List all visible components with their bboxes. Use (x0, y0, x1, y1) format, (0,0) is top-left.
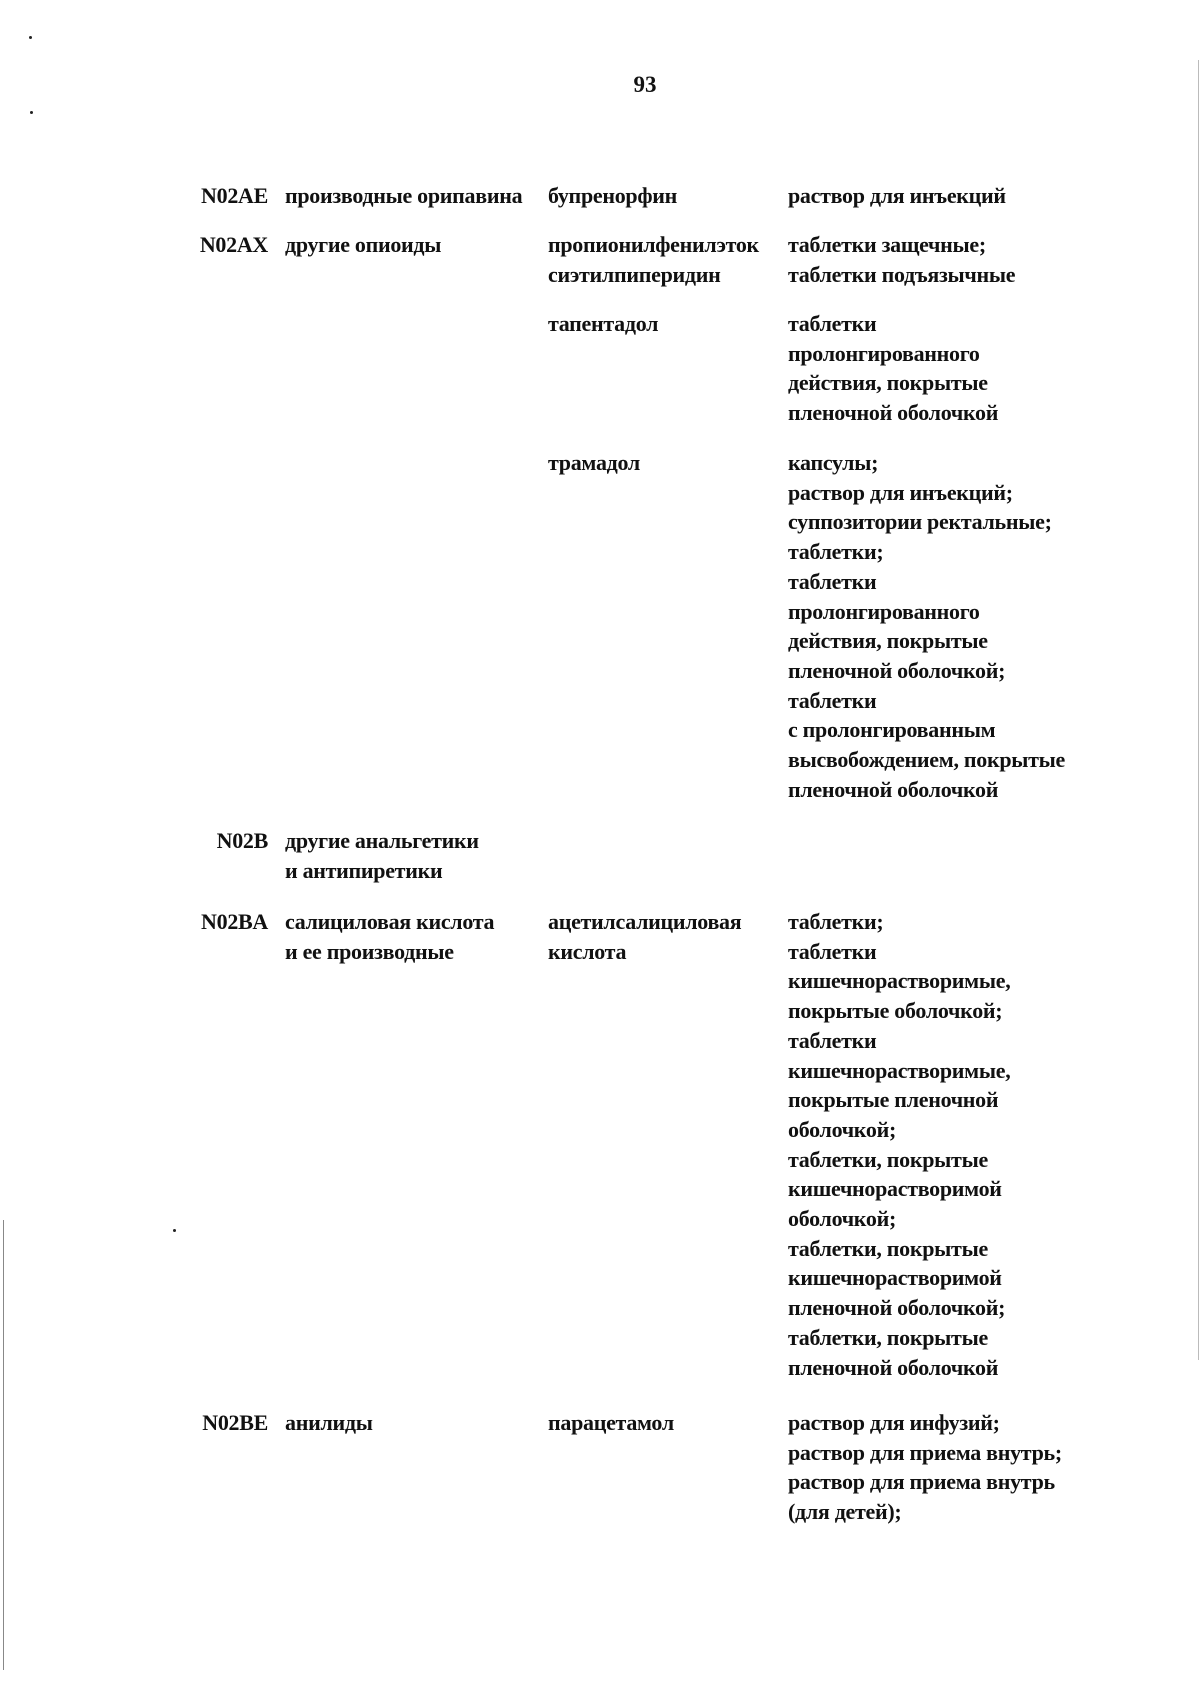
atc-group (285, 826, 479, 885)
text-line: кишечнорастворимой (788, 1176, 1002, 1202)
text-line: пропионилфенилэток (548, 232, 759, 257)
text-line: тапентадол (548, 311, 659, 336)
text-line: (для детей); (788, 1499, 902, 1525)
text-line: таблетки (788, 568, 877, 594)
dosage-forms (788, 309, 998, 428)
drug-name (548, 907, 741, 966)
scan-speck (29, 36, 32, 39)
atc-group (285, 181, 522, 211)
text-line: таблетки (788, 687, 877, 713)
text-line: действия, покрытые (788, 370, 988, 396)
text-line: высвобождением, покрытые (788, 747, 1065, 773)
atc-code: N02AX (199, 232, 268, 257)
dosage-forms (788, 1408, 1062, 1527)
text-line: раствор для инъекций; (788, 479, 1013, 505)
text-line: таблетки, покрытые (788, 1235, 988, 1261)
text-line: с пролонгированным (788, 717, 996, 743)
text-line: таблетки, покрытые (788, 1324, 988, 1350)
atc-code: N02BA (201, 909, 268, 934)
dosage-forms (788, 448, 1065, 804)
atc-group (285, 907, 494, 966)
text-line: покрытые пленочной (788, 1087, 999, 1113)
text-line: таблетки; (788, 539, 884, 565)
text-line: кислота (548, 938, 627, 964)
text-line: другие опиоиды (285, 232, 442, 257)
text-line: покрытые оболочкой; (788, 998, 1003, 1024)
text-line: парацетамол (548, 1410, 674, 1435)
drug-name (548, 448, 640, 478)
atc-group (285, 1408, 373, 1438)
text-line: раствор для инъекций (788, 183, 1006, 208)
atc-code: N02BE (202, 1410, 268, 1435)
text-line: бупренорфин (548, 183, 678, 208)
text-line: пленочной оболочкой; (788, 1295, 1006, 1321)
text-line: пленочной оболочкой; (788, 657, 1006, 683)
atc-code: N02B (216, 828, 268, 853)
text-line: таблетки подъязычные (788, 261, 1016, 287)
text-line: производные орипавина (285, 183, 523, 208)
text-line: другие анальгетики (285, 828, 479, 853)
text-line: кишечнорастворимые, (788, 968, 1011, 994)
text-line: таблетки; (788, 909, 884, 934)
text-line: кишечнорастворимые, (788, 1057, 1011, 1083)
text-line: таблетки, покрытые (788, 1146, 988, 1172)
scan-speck (173, 1229, 176, 1232)
text-line: трамадол (548, 450, 640, 475)
page-number: 93 (633, 72, 657, 97)
dosage-forms (788, 230, 1015, 289)
text-line: пленочной оболочкой (788, 400, 999, 426)
text-line: раствор для инфузий; (788, 1410, 1000, 1435)
text-line: пленочной оболочкой (788, 776, 999, 802)
atc-code: N02AE (201, 183, 268, 208)
text-line: ацетилсалициловая (548, 909, 742, 934)
drug-name (548, 1408, 674, 1438)
text-line: раствор для приема внутрь (788, 1469, 1055, 1495)
text-line: таблетки (788, 311, 877, 336)
text-line: анилиды (285, 1410, 373, 1435)
text-line: капсулы; (788, 450, 879, 475)
text-line: оболочкой; (788, 1206, 896, 1232)
text-line: и антипиретики (285, 857, 443, 883)
text-line: пролонгированного (788, 340, 980, 366)
atc-group (285, 230, 441, 260)
dosage-forms (788, 181, 1006, 211)
text-line: и ее производные (285, 938, 454, 964)
drug-name (548, 230, 759, 289)
drug-name (548, 309, 658, 339)
scan-speck (30, 111, 33, 114)
text-line: таблетки (788, 938, 877, 964)
drug-name (548, 181, 677, 211)
text-line: пленочной оболочкой (788, 1354, 999, 1380)
dosage-forms (788, 907, 1010, 1382)
text-line: суппозитории ректальные; (788, 509, 1052, 535)
text-line: оболочкой; (788, 1116, 896, 1142)
text-line: салициловая кислота (285, 909, 495, 934)
text-line: таблетки (788, 1027, 877, 1053)
text-line: действия, покрытые (788, 628, 988, 654)
text-line: раствор для приема внутрь; (788, 1439, 1062, 1465)
scan-edge-line (3, 1220, 4, 1670)
text-line: пролонгированного (788, 598, 980, 624)
scan-edge-line (1198, 60, 1199, 1360)
text-line: таблетки защечные; (788, 232, 986, 257)
text-line: сиэтилпиперидин (548, 261, 721, 287)
text-line: кишечнорастворимой (788, 1265, 1002, 1291)
